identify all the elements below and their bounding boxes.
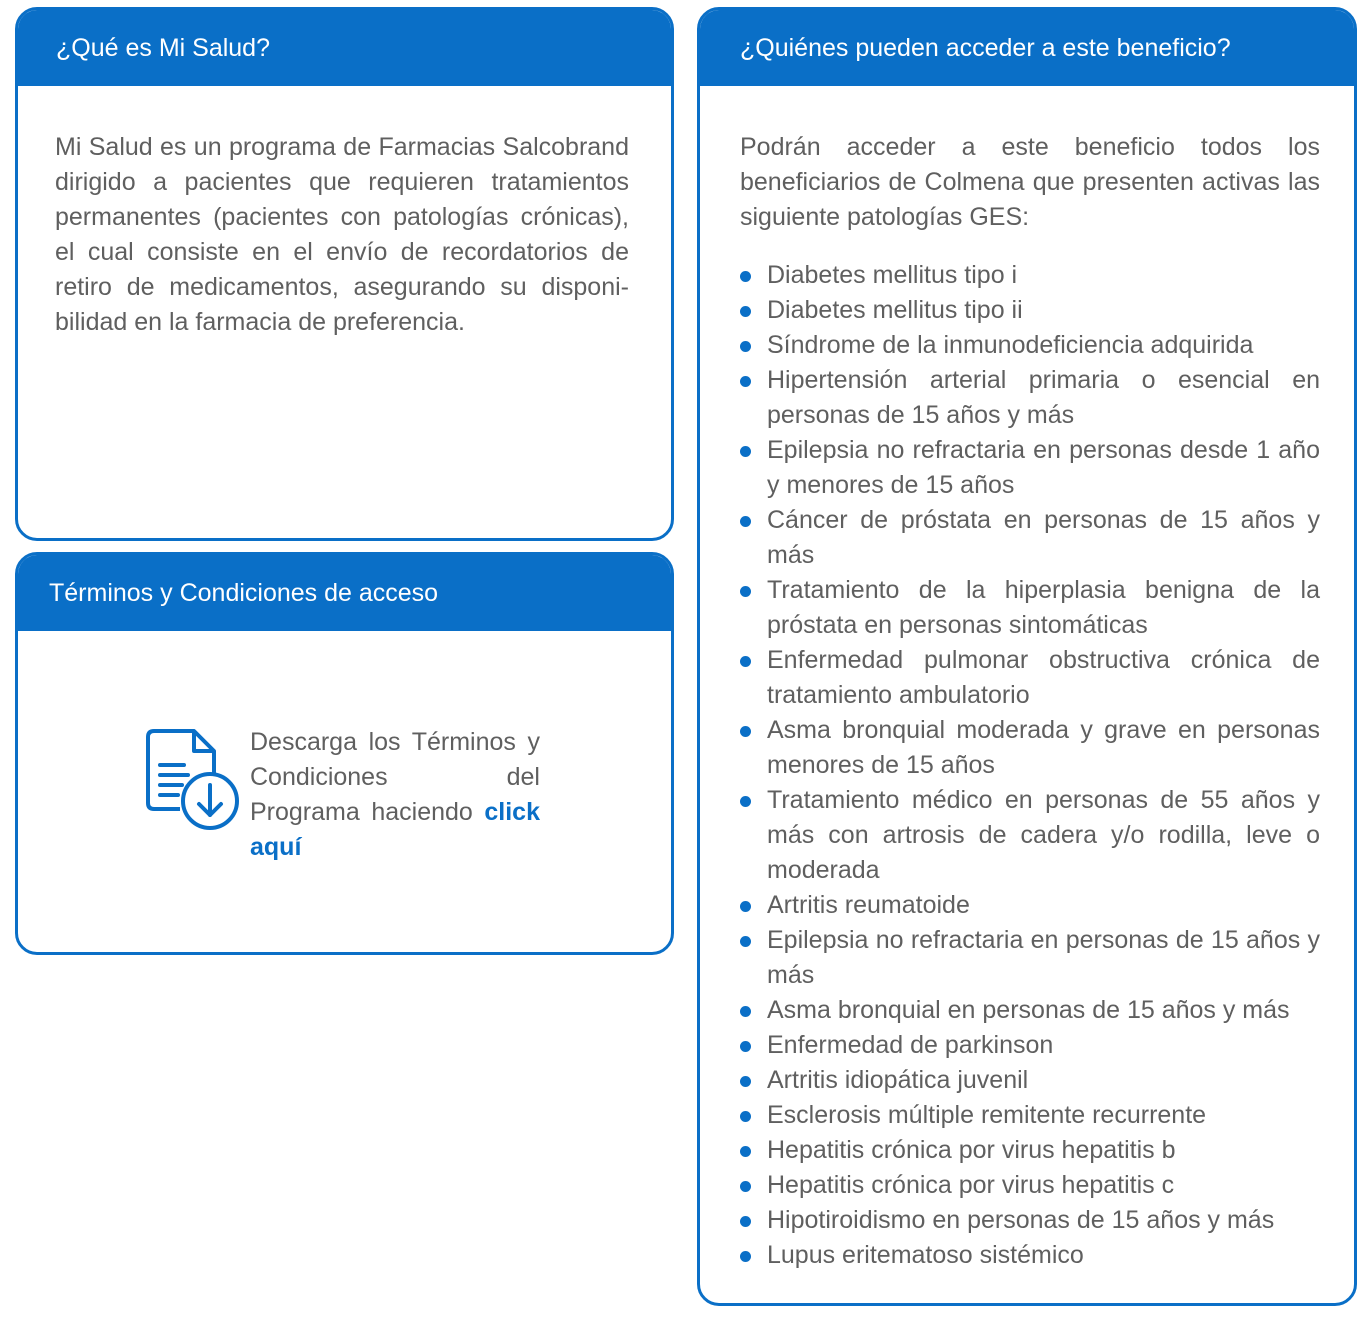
patologia-label: Epilepsia no refractaria en personas desde 1 año y menores de 15 años bbox=[767, 436, 1320, 499]
terminos-header bbox=[18, 555, 671, 631]
terminos-title: Términos y Condiciones de acceso bbox=[49, 578, 439, 607]
quienes-header bbox=[700, 10, 1354, 86]
mi-salud-header bbox=[18, 10, 671, 86]
patologia-item bbox=[740, 643, 1320, 713]
patologia-label: Asma bronquial en personas de 15 años y más bbox=[767, 996, 1290, 1024]
patologia-item bbox=[740, 363, 1320, 433]
patologia-label: Artritis idiopática juvenil bbox=[767, 1066, 1029, 1094]
patologia-item bbox=[740, 258, 1320, 293]
bullet-dot-icon bbox=[740, 306, 751, 317]
download-terms-prefix: Descarga los Términos y Condiciones del Programa haciendo bbox=[250, 728, 540, 826]
mi-salud-body bbox=[18, 86, 671, 340]
patologia-item bbox=[740, 1063, 1320, 1098]
patologia-item bbox=[740, 1168, 1320, 1203]
patologia-item bbox=[740, 1203, 1320, 1238]
patologia-label: Tratamiento de la hiperplasia benigna de la próstata en personas sintomáticas bbox=[767, 576, 1320, 639]
bullet-dot-icon bbox=[740, 901, 751, 912]
patologia-label: Artritis reumatoide bbox=[767, 891, 970, 919]
patologia-label: Diabetes mellitus tipo i bbox=[767, 261, 1018, 289]
patologia-item bbox=[740, 783, 1320, 888]
mi-salud-description: Mi Salud es un programa de Farmacias Salcobrand dirigido a pacientes que requieren tratamientos permanentes (pacientes con patologías crónicas), el cual consiste en el envío de recordatorios de retiro de medicamentos, asegurando su disponi-bilidad en la farmacia de preferencia. bbox=[55, 133, 629, 336]
bullet-dot-icon bbox=[740, 271, 751, 282]
patologia-label: Hepatitis crónica por virus hepatitis b bbox=[767, 1136, 1176, 1164]
bullet-dot-icon bbox=[740, 516, 751, 527]
quienes-intro: Podrán acceder a este beneficio todos los beneficiarios de Colmena que presenten activas las siguiente patologías GES: bbox=[740, 133, 1320, 231]
mi-salud-card bbox=[15, 7, 674, 541]
patologia-label: Síndrome de la inmunodeficiencia adquirida bbox=[767, 331, 1254, 359]
patologia-item bbox=[740, 573, 1320, 643]
bullet-dot-icon bbox=[740, 341, 751, 352]
terminos-card bbox=[15, 552, 674, 955]
quienes-body bbox=[700, 86, 1354, 1273]
bullet-dot-icon bbox=[740, 1181, 751, 1192]
patologia-label: Asma bronquial moderada y grave en personas menores de 15 años bbox=[767, 716, 1320, 779]
bullet-dot-icon bbox=[740, 1041, 751, 1052]
patologia-label: Esclerosis múltiple remitente recurrente bbox=[767, 1101, 1207, 1129]
patologia-item bbox=[740, 923, 1320, 993]
bullet-dot-icon bbox=[740, 1251, 751, 1262]
patologia-item bbox=[740, 1098, 1320, 1133]
bullet-dot-icon bbox=[740, 446, 751, 457]
bullet-dot-icon bbox=[740, 376, 751, 387]
patologia-label: Hipotiroidismo en personas de 15 años y más bbox=[767, 1206, 1275, 1234]
download-terms-row bbox=[144, 725, 540, 865]
patologia-item bbox=[740, 713, 1320, 783]
patologia-label: Hepatitis crónica por virus hepatitis c bbox=[767, 1171, 1175, 1199]
quienes-card bbox=[697, 7, 1357, 1306]
bullet-dot-icon bbox=[740, 1076, 751, 1087]
quienes-title: ¿Quiénes pueden acceder a este beneficio? bbox=[740, 33, 1231, 62]
patologia-item bbox=[740, 1133, 1320, 1168]
patologias-list bbox=[740, 258, 1320, 1273]
patologia-item bbox=[740, 293, 1320, 328]
download-terms-text bbox=[250, 725, 540, 865]
mi-salud-title: ¿Qué es Mi Salud? bbox=[56, 33, 270, 62]
bullet-dot-icon bbox=[740, 1006, 751, 1017]
patologia-item bbox=[740, 888, 1320, 923]
bullet-dot-icon bbox=[740, 656, 751, 667]
patologia-label: Enfermedad de parkinson bbox=[767, 1031, 1054, 1059]
patologia-item bbox=[740, 1238, 1320, 1273]
bullet-dot-icon bbox=[740, 1146, 751, 1157]
bullet-dot-icon bbox=[740, 726, 751, 737]
bullet-dot-icon bbox=[740, 936, 751, 947]
patologia-label: Lupus eritematoso sistémico bbox=[767, 1241, 1084, 1269]
patologia-label: Cáncer de próstata en personas de 15 años y más bbox=[767, 506, 1320, 569]
patologia-label: Enfermedad pulmonar obstructiva crónica de tratamiento ambulatorio bbox=[767, 646, 1320, 709]
patologia-item bbox=[740, 328, 1320, 363]
patologia-item bbox=[740, 1028, 1320, 1063]
patologia-label: Hipertensión arterial primaria o esencial en personas de 15 años y más bbox=[767, 366, 1320, 429]
bullet-dot-icon bbox=[740, 1111, 751, 1122]
patologia-label: Tratamiento médico en personas de 55 años y más con artrosis de cadera y/o rodilla, leve o moderada bbox=[767, 786, 1320, 884]
patologia-item bbox=[740, 503, 1320, 573]
download-terms-link[interactable]: click aquí bbox=[250, 798, 540, 861]
patologia-item bbox=[740, 993, 1320, 1028]
document-download-icon bbox=[144, 727, 242, 831]
patologia-label: Diabetes mellitus tipo ii bbox=[767, 296, 1023, 324]
bullet-dot-icon bbox=[740, 586, 751, 597]
patologia-label: Epilepsia no refractaria en personas de 15 años y más bbox=[767, 926, 1320, 989]
patologia-item bbox=[740, 433, 1320, 503]
bullet-dot-icon bbox=[740, 1216, 751, 1227]
bullet-dot-icon bbox=[740, 796, 751, 807]
